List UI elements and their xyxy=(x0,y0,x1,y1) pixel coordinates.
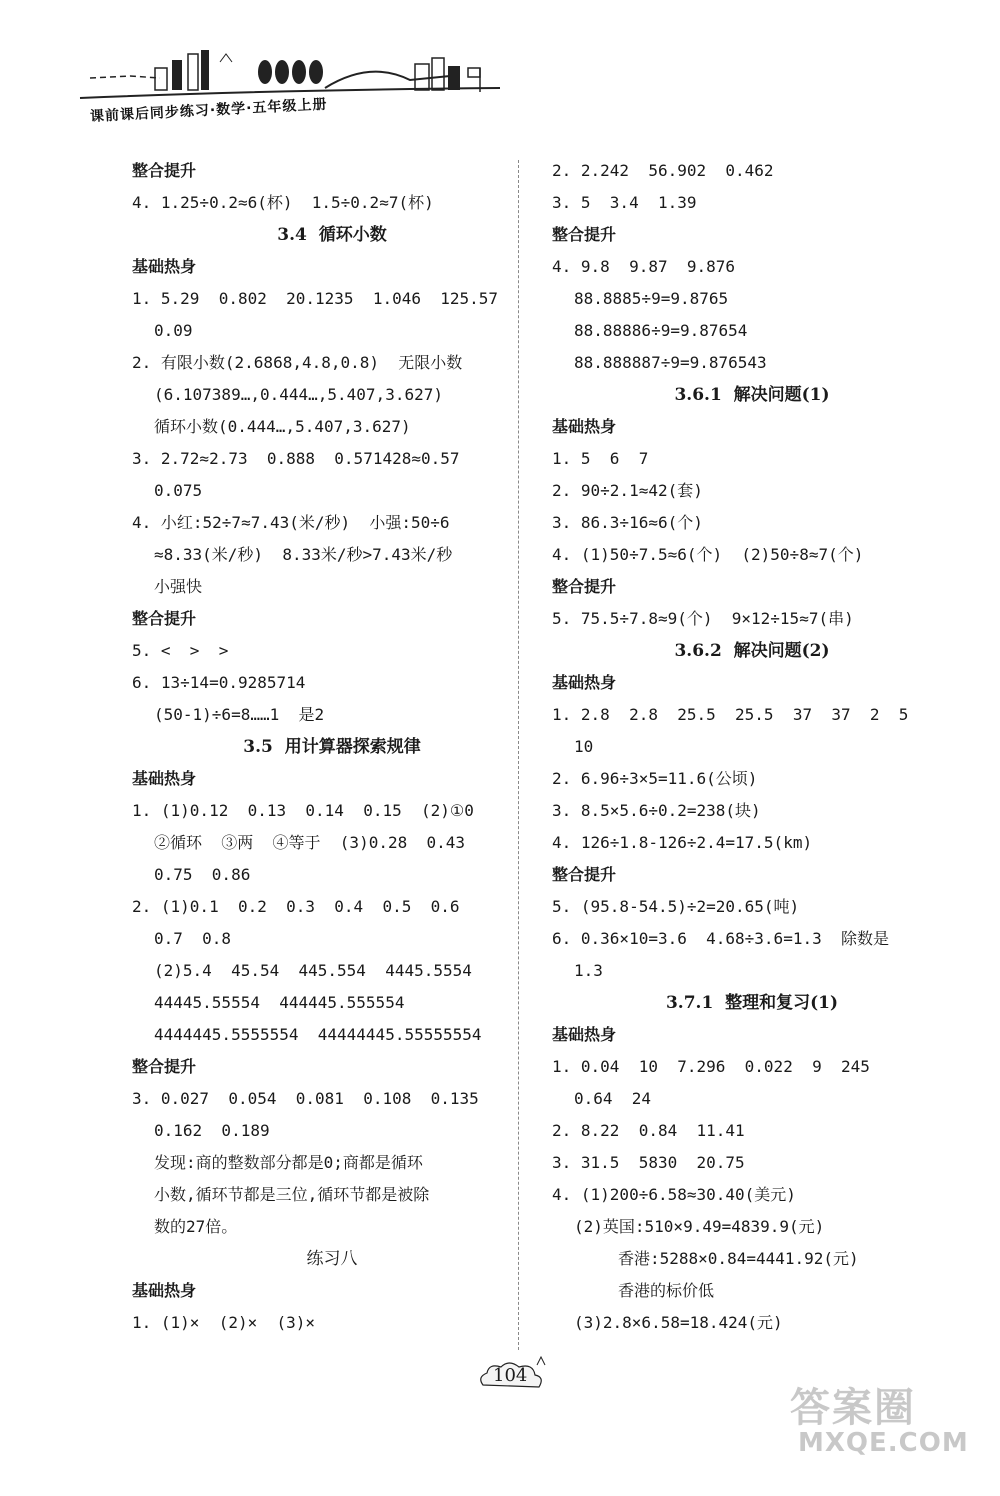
lesson-title: 练习八 xyxy=(306,1249,358,1269)
answer-line: 4. (1)200÷6.58≈30.40(美元) xyxy=(552,1185,796,1204)
answer-line: 0.64 24 xyxy=(574,1089,652,1108)
answer-line: 3. 8.5×5.6÷0.2=238(块) xyxy=(552,801,761,820)
answer-line: 数的27倍。 xyxy=(154,1217,238,1236)
lesson-title: 3.6.1 解决问题(1) xyxy=(674,385,830,405)
answer-line: 香港:5288×0.84=4441.92(元) xyxy=(618,1249,859,1268)
section-heading: 基础热身 xyxy=(132,257,197,276)
answer-line: (6.107389…,0.444…,5.407,3.627) xyxy=(154,385,443,404)
section-heading: 整合提升 xyxy=(552,865,617,884)
answer-line: ②循环 ③两 ④等于 (3)0.28 0.43 xyxy=(154,833,466,852)
answer-line: 88.888887÷9=9.876543 xyxy=(574,353,767,372)
answer-line: 88.8885÷9=9.8765 xyxy=(574,289,729,308)
answer-line: 44445.55554 444445.555554 xyxy=(154,993,405,1012)
watermark-line1: 答案圈 xyxy=(790,1385,916,1431)
section-heading: 整合提升 xyxy=(132,161,197,180)
answer-line: 2. 6.96÷3×5=11.6(公顷) xyxy=(552,769,758,788)
lesson-title: 3.4 循环小数 xyxy=(277,225,387,245)
watermark xyxy=(780,1376,980,1466)
answer-line: 88.88886÷9=9.87654 xyxy=(574,321,748,340)
lesson-title: 3.6.2 解决问题(2) xyxy=(674,641,830,661)
answer-line: 0.162 0.189 xyxy=(154,1121,270,1140)
answer-line: 4444445.5555554 44444445.55555554 xyxy=(154,1025,482,1044)
page-number: 104 xyxy=(493,1365,528,1386)
answer-line: 2. 8.22 0.84 11.41 xyxy=(552,1121,745,1140)
answer-line: 3. 0.027 0.054 0.081 0.108 0.135 xyxy=(132,1089,479,1108)
answer-line: 5. (95.8-54.5)÷2=20.65(吨) xyxy=(552,897,800,916)
answer-line: 4. 9.8 9.87 9.876 xyxy=(552,257,736,276)
answer-line: 循环小数(0.444…,5.407,3.627) xyxy=(154,417,411,436)
answer-line: 10 xyxy=(574,737,594,756)
answer-line: 小强快 xyxy=(154,577,203,596)
answer-line: (2)5.4 45.54 445.554 4445.5554 xyxy=(154,961,472,980)
section-heading: 基础热身 xyxy=(132,1281,197,1300)
section-heading: 基础热身 xyxy=(552,417,617,436)
answer-line: 2. 2.242 56.902 0.462 xyxy=(552,161,774,180)
answer-line: 0.75 0.86 xyxy=(154,865,251,884)
answer-line: 小数,循环节都是三位,循环节都是被除 xyxy=(154,1185,430,1204)
answer-line: 2. (1)0.1 0.2 0.3 0.4 0.5 0.6 xyxy=(132,897,460,916)
answer-line: 0.075 xyxy=(154,481,203,500)
answer-line: 3. 86.3÷16≈6(个) xyxy=(552,513,703,532)
answer-line: 3. 2.72≈2.73 0.888 0.571428≈0.57 xyxy=(132,449,460,468)
lesson-title: 3.5 用计算器探索规律 xyxy=(243,737,421,757)
answer-line: 1. 0.04 10 7.296 0.022 9 245 xyxy=(552,1057,870,1076)
answer-line: 香港的标价低 xyxy=(618,1281,715,1300)
answer-line: 6. 0.36×10=3.6 4.68÷3.6=1.3 除数是 xyxy=(552,929,889,948)
watermark-line2: MXQE.COM xyxy=(798,1428,969,1458)
answer-line: 1.3 xyxy=(574,961,603,980)
section-heading: 整合提升 xyxy=(132,609,197,628)
section-heading: 整合提升 xyxy=(132,1057,197,1076)
answer-line: 2. 有限小数(2.6868,4.8,0.8) 无限小数 xyxy=(132,353,463,372)
answer-line: 3. 5 3.4 1.39 xyxy=(552,193,697,212)
section-heading: 基础热身 xyxy=(552,1025,617,1044)
answer-line: (2)英国:510×9.49=4839.9(元) xyxy=(574,1217,825,1236)
answer-line: 发现:商的整数部分都是0;商都是循环 xyxy=(154,1153,423,1172)
section-heading: 基础热身 xyxy=(132,769,197,788)
answer-line: 4. 1.25÷0.2≈6(杯) 1.5÷0.2≈7(杯) xyxy=(132,193,434,212)
answer-line: 6. 13÷14=0.9285714 xyxy=(132,673,306,692)
right-column xyxy=(552,155,952,1339)
answer-line: 0.09 xyxy=(154,321,193,340)
answer-line: 1. 2.8 2.8 25.5 25.5 37 37 2 5 xyxy=(552,705,909,724)
page-number-badge xyxy=(475,1355,555,1395)
left-column xyxy=(132,155,532,1339)
section-heading: 整合提升 xyxy=(552,577,617,596)
answer-line: 5. 75.5÷7.8≈9(个) 9×12÷15≈7(串) xyxy=(552,609,854,628)
answer-line: 1. 5 6 7 xyxy=(552,449,649,468)
answer-line: 4. (1)50÷7.5≈6(个) (2)50÷8≈7(个) xyxy=(552,545,864,564)
book-title: 课前课后同步练习·数学·五年级上册 xyxy=(89,96,328,125)
answer-line: 1. 5.29 0.802 20.1235 1.046 125.57 xyxy=(132,289,499,308)
section-heading: 基础热身 xyxy=(552,673,617,692)
answer-line: 4. 小红:52÷7≈7.43(米/秒) 小强:50÷6 xyxy=(132,513,450,532)
answer-line: ≈8.33(米/秒) 8.33米/秒>7.43米/秒 xyxy=(154,545,453,564)
answer-line: 3. 31.5 5830 20.75 xyxy=(552,1153,745,1172)
answer-line: 2. 90÷2.1≈42(套) xyxy=(552,481,703,500)
answer-line: 5. < > > xyxy=(132,641,229,660)
lesson-title: 3.7.1 整理和复习(1) xyxy=(665,993,839,1013)
answer-line: 4. 126÷1.8-126÷2.4=17.5(km) xyxy=(552,833,813,852)
answer-line: 1. (1)× (2)× (3)× xyxy=(132,1313,316,1332)
answer-line: (50-1)÷6=8……1 是2 xyxy=(154,705,325,724)
section-heading: 整合提升 xyxy=(552,225,617,244)
answer-line: 0.7 0.8 xyxy=(154,929,232,948)
header-banner xyxy=(70,40,510,130)
answer-line: (3)2.8×6.58=18.424(元) xyxy=(574,1313,783,1332)
answer-line: 1. (1)0.12 0.13 0.14 0.15 (2)①0 xyxy=(132,801,474,820)
